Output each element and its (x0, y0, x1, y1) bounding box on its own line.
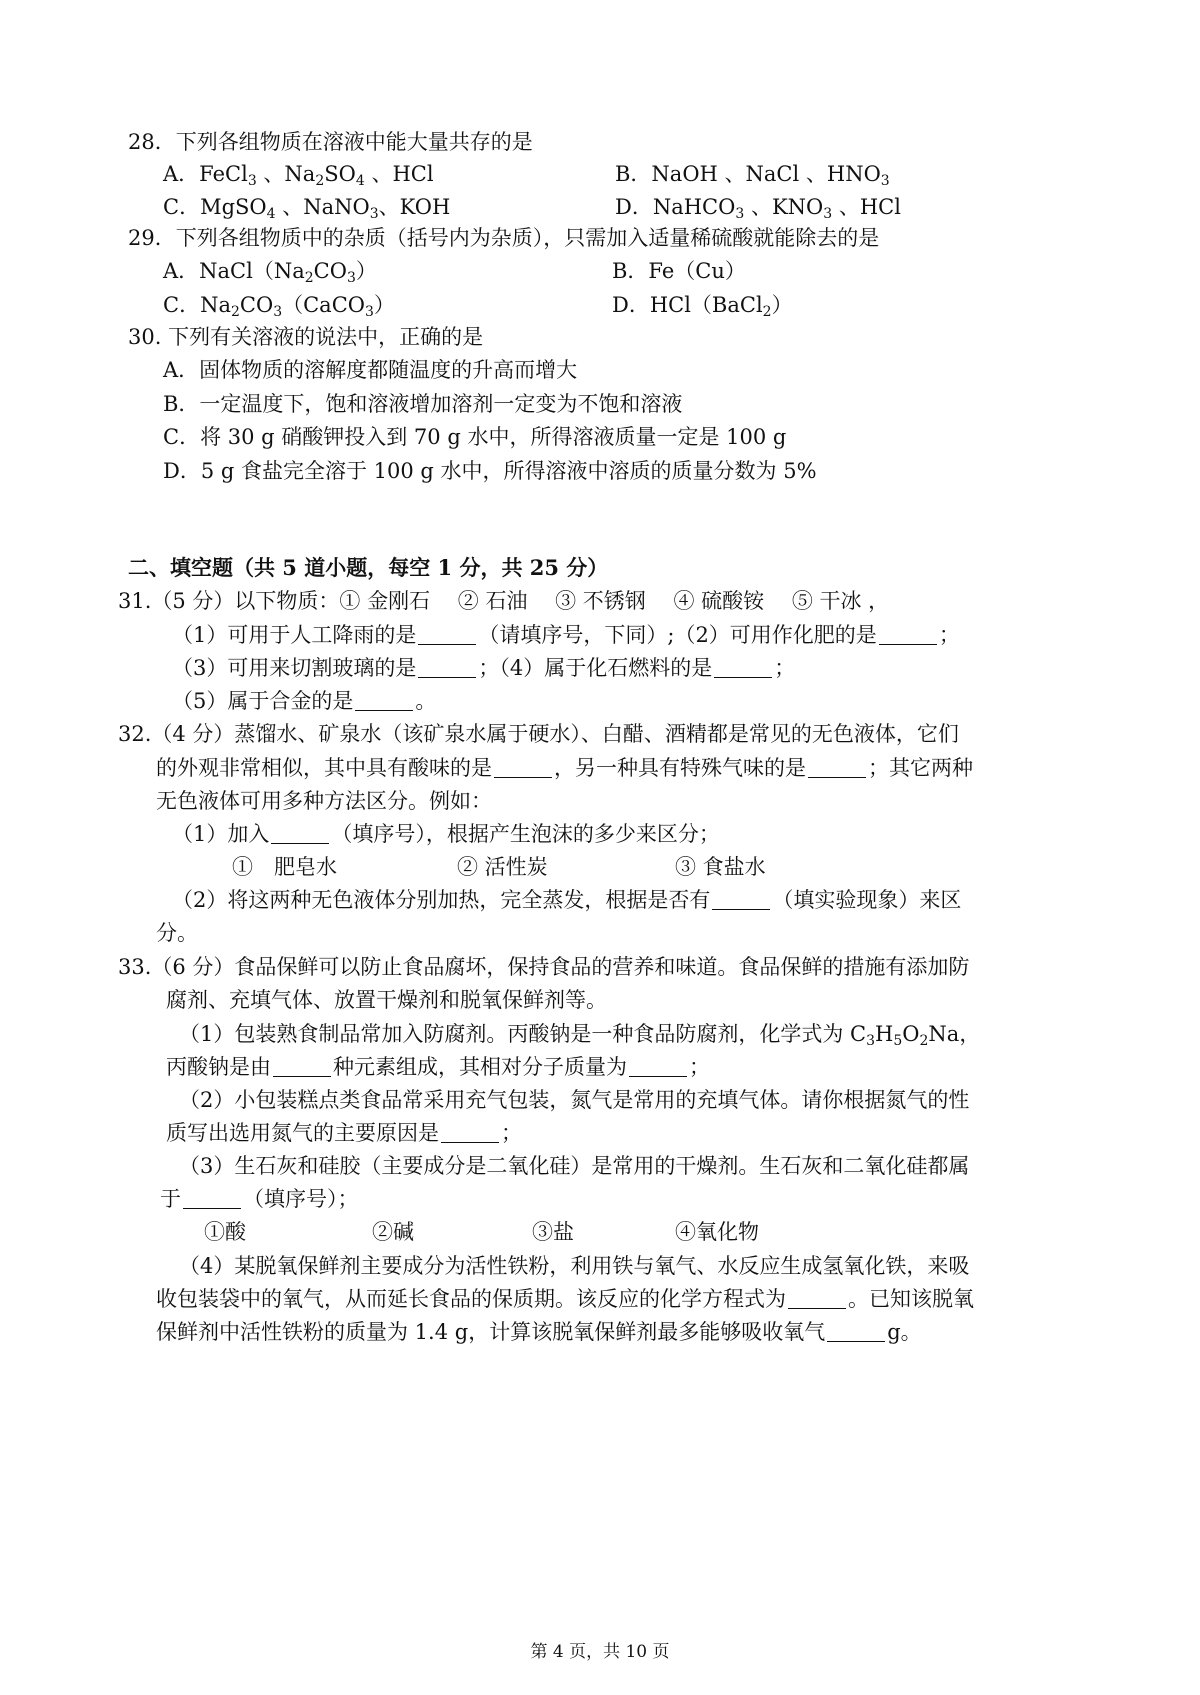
q31-line2 (172, 653, 795, 683)
q31-part5-label: （5）属于合金的是 (172, 689, 354, 713)
q31-line1 (172, 620, 960, 650)
q33-sub1-b: 种元素组成，其相对分子质量为 (333, 1055, 627, 1079)
q32-option-2: ② 活性炭 (457, 855, 548, 879)
q33-line2: 腐剂、充填气体、放置干燥剂和脱氧保鲜剂等。 (166, 988, 607, 1012)
q33-line5: （2）小包装糕点类食品常采用充气包装，氮气是常用的充填气体。请你根据氮气的性 (179, 1088, 970, 1112)
q33-line1: 33.（6 分）食品保鲜可以防止食品腐坏，保持食品的营养和味道。食品保鲜的措施有添加防 (118, 955, 970, 979)
q28-option-b: B．NaOH 、NaCl 、HNO3 (615, 162, 890, 189)
page-number: 第 4 页，共 10 页 (530, 1642, 670, 1662)
q31-semicolon: ； (774, 656, 796, 680)
q31-part1-label: （1）可用于人工降雨的是 (172, 623, 417, 647)
q32-sub1-label: （1）加入 (172, 822, 270, 846)
q32-sub1-rest: （填序号），根据产生泡沫的多少来区分； (331, 822, 720, 846)
q31-part2-label: （请填序号，下同）;（2）可用作化肥的是 (478, 623, 877, 647)
q33-formula-text: （1）包装熟食制品常加入防腐剂。丙酸钠是一种食品防腐剂，化学式为 C (179, 1022, 867, 1046)
answer-blank[interactable] (355, 690, 413, 711)
q28-option-d: D．NaHCO3 、KNO3 、HCl (615, 195, 901, 222)
q32-line1: 32.（4 分）蒸馏水、矿泉水（该矿泉水属于硬水）、白醋、酒精都是常见的无色液体，它们 (118, 722, 959, 746)
answer-blank[interactable] (271, 823, 329, 844)
q30-stem: 30. 下列有关溶液的说法中，正确的是 (128, 325, 484, 349)
q33-sub4-b: 。已知该脱氧 (848, 1287, 974, 1311)
q32-line2 (156, 753, 973, 783)
q28-option-c: C．MgSO4 、NaNO3、KOH (163, 195, 451, 222)
q32-option-3: ③ 食盐水 (675, 855, 766, 879)
q33-line3: （1）包装熟食制品常加入防腐剂。丙酸钠是一种食品防腐剂，化学式为 C3H5O2Na， (179, 1022, 981, 1049)
q31-line3 (172, 686, 436, 716)
q28-stem: 28．下列各组物质在溶液中能大量共存的是 (128, 130, 533, 154)
q32-sub2-rest: （填实验现象）来区 (772, 888, 962, 912)
q32-text-c: ；其它两种 (868, 756, 973, 780)
q32-option-1: ① 肥皂水 (232, 855, 337, 879)
q29-option-d: D．HCl（BaCl2） (612, 293, 793, 320)
q30-option-c: C．将 30 g 硝酸钾投入到 70 g 水中，所得溶液质量一定是 100 g (163, 425, 787, 449)
q28-b-text: B．NaOH 、NaCl 、HNO (615, 162, 881, 186)
answer-blank[interactable] (183, 1188, 241, 1209)
q32-line7: 分。 (156, 921, 198, 945)
q28-c-rest2: 、KOH (378, 195, 451, 219)
answer-blank[interactable] (418, 657, 476, 678)
q33-line4: 丙酸钠是由 种元素组成，其相对分子质量为 ； (166, 1055, 710, 1079)
q30-option-d: D．5 g 食盐完全溶于 100 g 水中，所得溶液中溶质的质量分数为 5% (163, 459, 817, 483)
answer-blank[interactable] (273, 1056, 331, 1077)
q33-line10: （4）某脱氧保鲜剂主要成分为活性铁粉，利用铁与氧气、水反应生成氢氧化铁，来吸 (179, 1254, 970, 1278)
q33-sub4-a: 收包装袋中的氧气，从而延长食品的保质期。该反应的化学方程式为 (156, 1287, 786, 1311)
q29-stem: 29．下列各组物质中的杂质（括号内为杂质），只需加入适量稀硫酸就能除去的是 (128, 226, 880, 250)
section-title: 二、填空题（共 5 道小题，每空 1 分，共 25 分） (128, 555, 609, 580)
q33-line7: （3）生石灰和硅胶（主要成分是二氧化硅）是常用的干燥剂。生石灰和二氧化硅都属 (179, 1154, 970, 1178)
answer-blank[interactable] (827, 1321, 885, 1342)
q28-d-text: D．NaHCO (615, 195, 736, 219)
q29-option-a: A．NaCl（Na2CO3） (163, 259, 377, 286)
q33-line6: 质写出选用氮气的主要原因是 ； (166, 1121, 522, 1145)
q33-sub1-a: 丙酸钠是由 (166, 1055, 271, 1079)
q29-option-b: B．Fe（Cu） (612, 259, 746, 283)
q28-a-rest: 、Na (256, 162, 316, 186)
q31-stem: 31.（5 分）以下物质：① 金刚石 ② 石油 ③ 不锈钢 ④ 硫酸铵 ⑤ 干冰 ， (118, 589, 890, 613)
q28-d-rest2: 、HCl (832, 195, 901, 219)
q32-text-b: ，另一种具有特殊气味的是 (554, 756, 806, 780)
q33-option-3: ③盐 (532, 1220, 574, 1244)
answer-blank[interactable] (808, 757, 866, 778)
q33-sub4-c: 保鲜剂中活性铁粉的质量为 1.4 g，计算该脱氧保鲜剂最多能够吸收氧气 (156, 1320, 826, 1344)
q32-line3: 无色液体可用多种方法区分。例如： (156, 789, 492, 813)
q30-option-b: B．一定温度下，饱和溶液增加溶剂一定变为不饱和溶液 (163, 392, 683, 416)
q33-sub3-b: （填序号）； (243, 1187, 359, 1211)
q29-d-text: D．HCl（BaCl (612, 293, 763, 317)
q33-sub4-d: g。 (887, 1320, 922, 1344)
q31-part4-label: ；（4）属于化石燃料的是 (478, 656, 713, 680)
q32-line6 (172, 885, 961, 915)
answer-blank[interactable] (788, 1288, 846, 1309)
q33-line12 (156, 1317, 922, 1347)
q33-option-1: ①酸 (204, 1220, 246, 1244)
q33-option-2: ②碱 (372, 1220, 414, 1244)
answer-blank[interactable] (629, 1056, 687, 1077)
q33-sub3-a: 于 (160, 1187, 181, 1211)
q33-sub2-a: 质写出选用氮气的主要原因是 (166, 1121, 439, 1145)
q30-option-a: A．固体物质的溶解度都随温度的升高而增大 (163, 358, 578, 382)
q31-period: 。 (415, 689, 437, 713)
q28-option-a: A．FeCl3 、Na2SO4 、HCl (163, 162, 434, 189)
answer-blank[interactable] (712, 889, 770, 910)
answer-blank[interactable] (494, 757, 552, 778)
q32-text-a: 的外观非常相似，其中具有酸味的是 (156, 756, 492, 780)
q32-sub2-label: （2）将这两种无色液体分别加热，完全蒸发，根据是否有 (172, 888, 711, 912)
q33-option-4: ④氧化物 (675, 1220, 759, 1244)
q28-c-text: C．MgSO (163, 195, 267, 219)
q28-a-text: A．FeCl (163, 162, 248, 186)
q31-semicolon: ； (938, 623, 960, 647)
answer-blank[interactable] (714, 657, 772, 678)
q28-d-rest: 、KNO (744, 195, 824, 219)
q28-c-rest: 、NaNO (275, 195, 370, 219)
q33-line8 (160, 1184, 359, 1214)
q31-part3-label: （3）可用来切割玻璃的是 (172, 656, 417, 680)
q33-line11 (156, 1284, 974, 1314)
q29-option-c: C．Na2CO3（CaCO3） (163, 293, 395, 320)
q29-a-text: A．NaCl（Na (163, 259, 305, 283)
answer-blank[interactable] (879, 624, 937, 645)
answer-blank[interactable] (441, 1122, 499, 1143)
answer-blank[interactable] (418, 624, 476, 645)
q29-c-text: C．Na (163, 293, 231, 317)
q32-line4 (172, 819, 720, 849)
